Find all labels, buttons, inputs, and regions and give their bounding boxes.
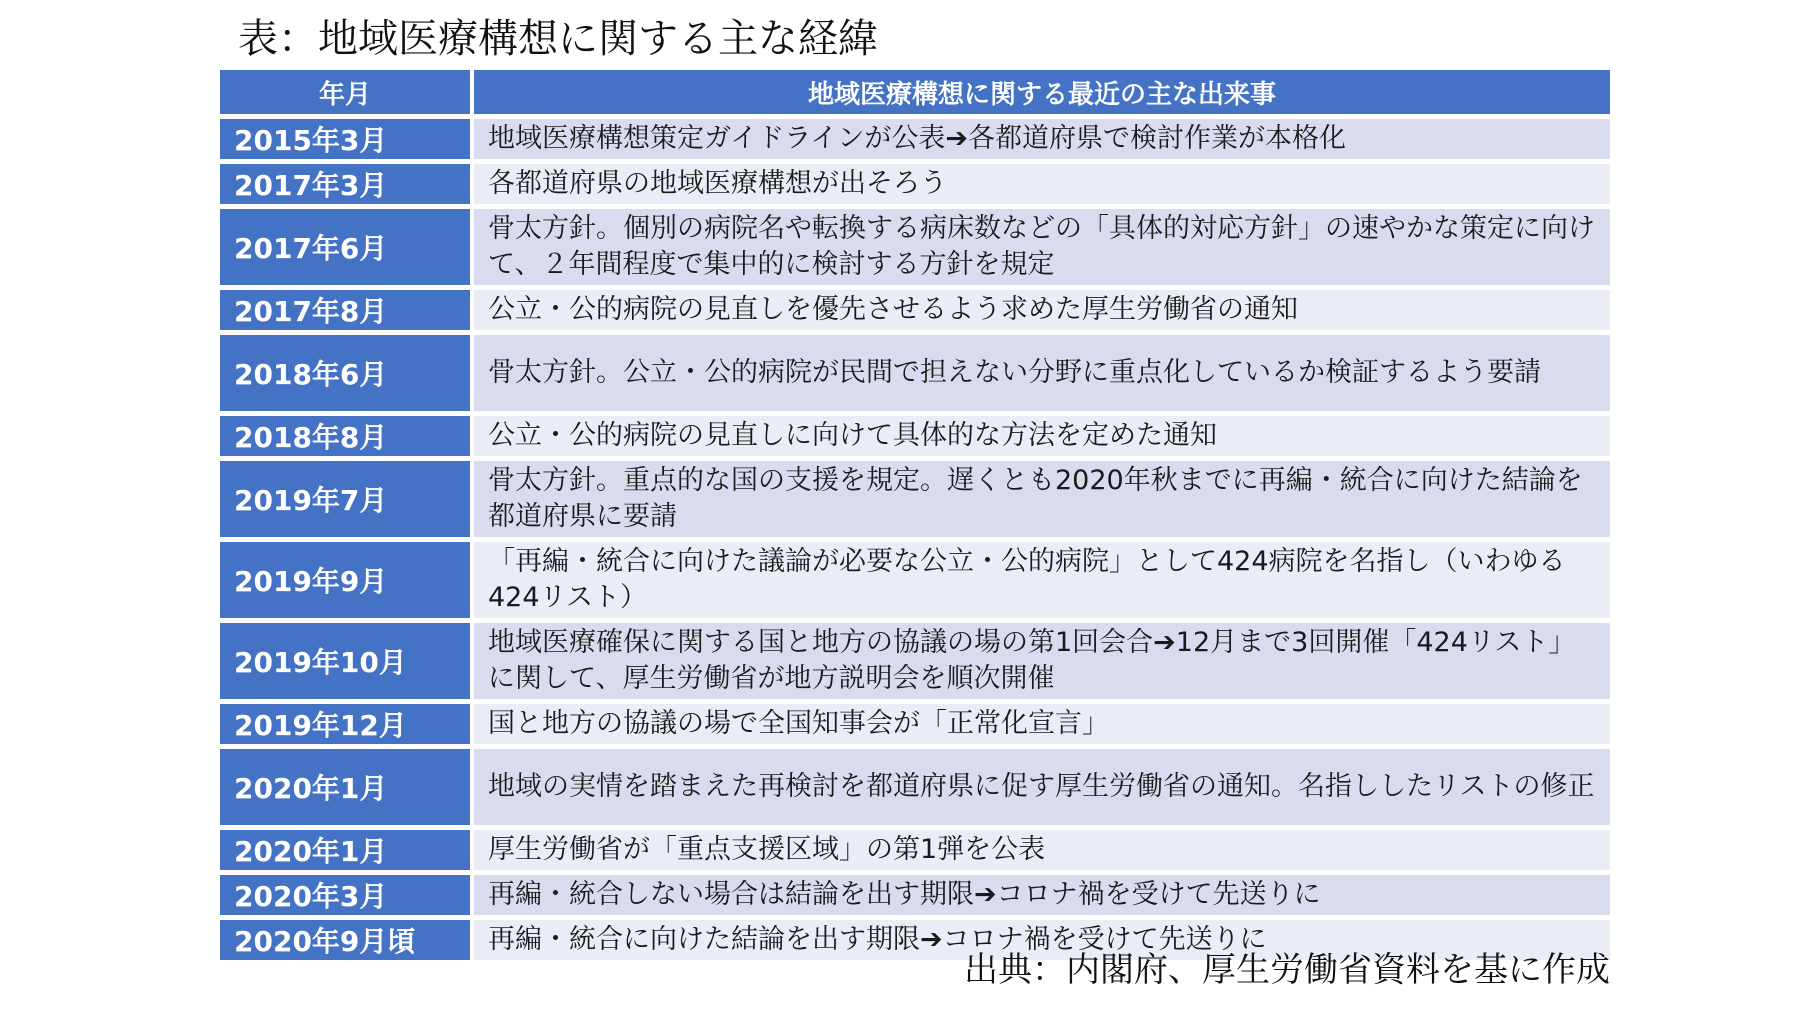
table-row xyxy=(220,416,1610,456)
table-row xyxy=(220,542,1610,618)
row-event: 地域医療確保に関する国と地方の協議の場の第1回会合➔12月まで3回開催「424リスト」に関して、厚生労働省が地方説明会を順次開催 xyxy=(474,623,1610,699)
row-date: 2018年8月 xyxy=(220,416,474,456)
row-date: 2017年3月 xyxy=(220,164,474,204)
row-event: 骨太方針。重点的な国の支援を規定。遅くとも2020年秋までに再編・統合に向けた結論を都道府県に要請 xyxy=(474,461,1610,537)
row-date: 2018年6月 xyxy=(220,335,474,411)
header-date: 年月 xyxy=(220,70,474,114)
table-title: 表：地域医療構想に関する主な経緯 xyxy=(238,16,878,62)
table-row xyxy=(220,830,1610,870)
row-date: 2019年10月 xyxy=(220,623,474,699)
row-date: 2020年9月頃 xyxy=(220,920,474,960)
row-event: 国と地方の協議の場で全国知事会が「正常化宣言」 xyxy=(474,704,1610,744)
row-date: 2019年9月 xyxy=(220,542,474,618)
row-event: 厚生労働省が「重点支援区域」の第1弾を公表 xyxy=(474,830,1610,870)
row-event: 「再編・統合に向けた議論が必要な公立・公的病院」として424病院を名指し（いわゆる424リスト） xyxy=(474,542,1610,618)
row-event: 再編・統合しない場合は結論を出す期限➔コロナ禍を受けて先送りに xyxy=(474,875,1610,915)
source-note: 出典：内閣府、厚生労働省資料を基に作成 xyxy=(964,950,1610,990)
row-date: 2020年1月 xyxy=(220,749,474,825)
table-row xyxy=(220,164,1610,204)
table-row xyxy=(220,209,1610,285)
row-event: 地域の実情を踏まえた再検討を都道府県に促す厚生労働省の通知。名指ししたリストの修正 xyxy=(474,749,1610,825)
table-row xyxy=(220,119,1610,159)
table-row xyxy=(220,875,1610,915)
header-event: 地域医療構想に関する最近の主な出来事 xyxy=(474,70,1610,114)
row-date: 2019年7月 xyxy=(220,461,474,537)
events-table xyxy=(220,65,1610,965)
table-row xyxy=(220,290,1610,330)
table-row xyxy=(220,461,1610,537)
row-event: 再編・統合に向けた結論を出す期限➔コロナ禍を受けて先送りに xyxy=(474,920,1610,960)
table-header-row xyxy=(220,70,1610,114)
row-date: 2020年3月 xyxy=(220,875,474,915)
row-event: 骨太方針。公立・公的病院が民間で担えない分野に重点化しているか検証するよう要請 xyxy=(474,335,1610,411)
table-row xyxy=(220,335,1610,411)
row-date: 2017年6月 xyxy=(220,209,474,285)
row-event: 骨太方針。個別の病院名や転換する病床数などの「具体的対応方針」の速やかな策定に向けて、２年間程度で集中的に検討する方針を規定 xyxy=(474,209,1610,285)
row-date: 2017年8月 xyxy=(220,290,474,330)
table-row xyxy=(220,704,1610,744)
row-event: 公立・公的病院の見直しを優先させるよう求めた厚生労働省の通知 xyxy=(474,290,1610,330)
row-event: 公立・公的病院の見直しに向けて具体的な方法を定めた通知 xyxy=(474,416,1610,456)
row-date: 2015年3月 xyxy=(220,119,474,159)
table-row xyxy=(220,749,1610,825)
row-date: 2020年1月 xyxy=(220,830,474,870)
row-event: 地域医療構想策定ガイドラインが公表➔各都道府県で検討作業が本格化 xyxy=(474,119,1610,159)
row-event: 各都道府県の地域医療構想が出そろう xyxy=(474,164,1610,204)
table-row xyxy=(220,623,1610,699)
row-date: 2019年12月 xyxy=(220,704,474,744)
